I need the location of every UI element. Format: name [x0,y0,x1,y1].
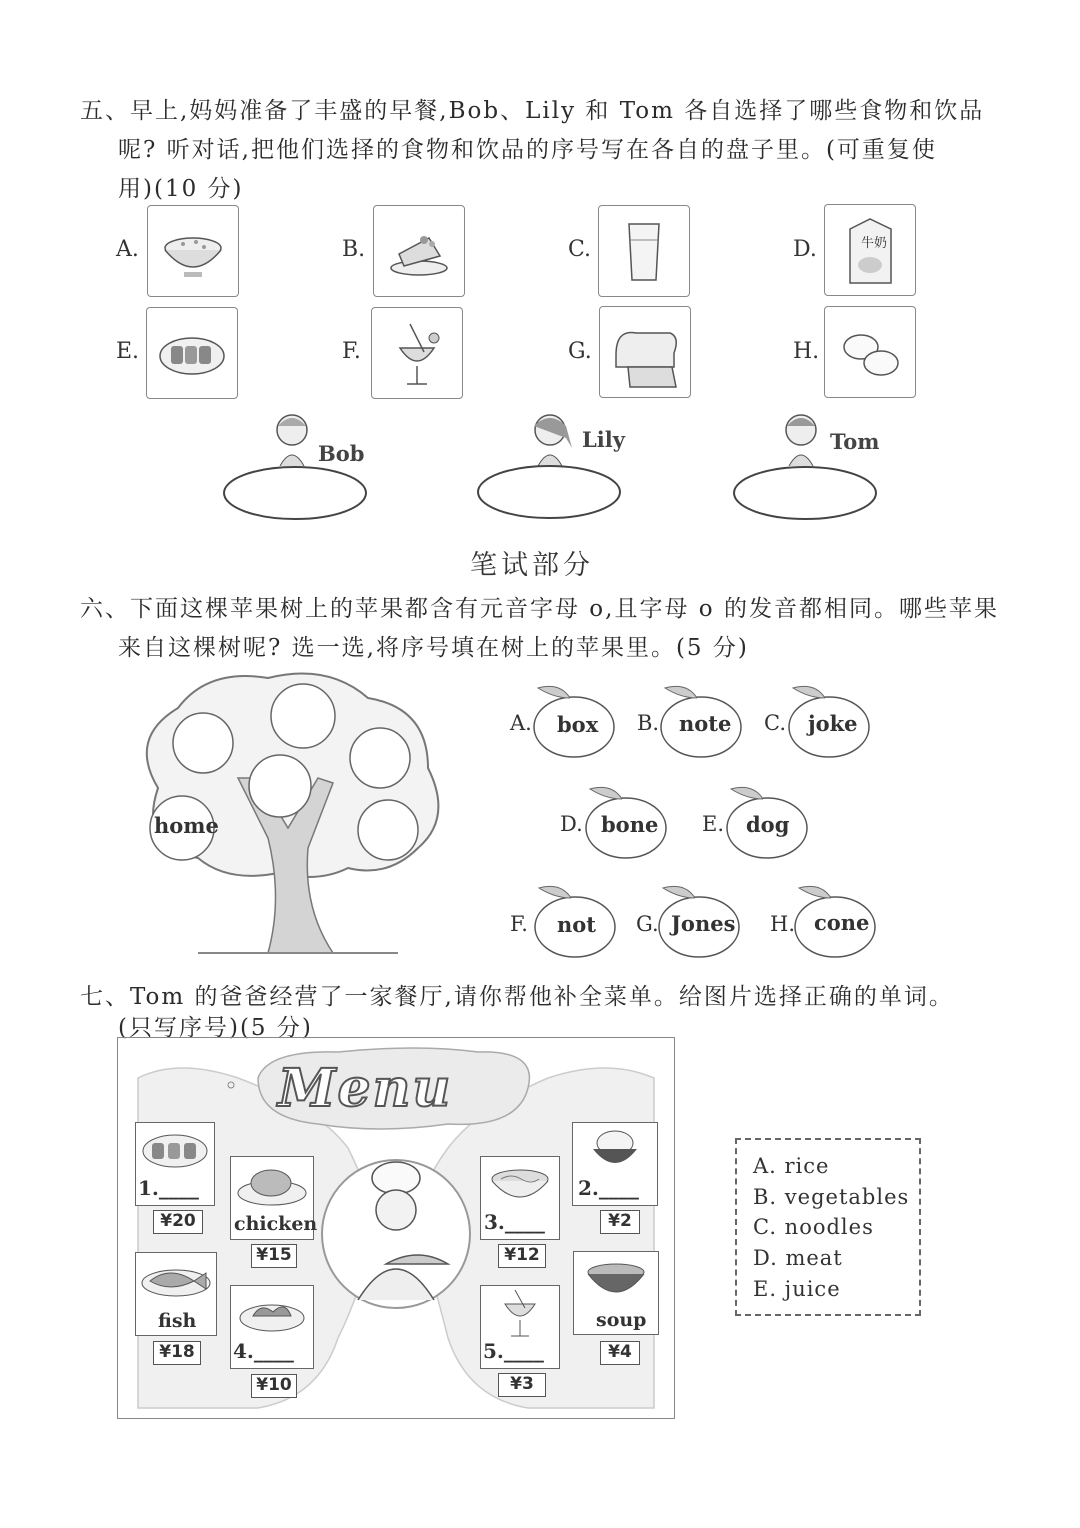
dish-5-price: ¥3 [498,1373,546,1397]
bread-icon [599,306,691,398]
plate-bob[interactable] [221,464,369,522]
apple-h-letter: H. [770,912,795,936]
q6-instruction-line-2: 来自这棵树呢? 选一选,将序号填在树上的苹果里。(5 分) [118,635,749,661]
q5-option-c-letter: C. [568,237,592,262]
cake-icon [373,205,465,297]
apple-c-word: joke [808,711,858,736]
plate-lily[interactable] [475,463,623,521]
dish-2-blank[interactable]: 2.____ [578,1176,639,1200]
dish-fish-price: ¥18 [153,1341,201,1365]
dish-chicken-label: chicken [234,1213,318,1235]
dish-4-price: ¥10 [251,1374,297,1398]
milk-carton-icon [824,204,916,296]
dish-1-price: ¥20 [153,1210,203,1234]
q5-option-h-letter: H. [793,339,820,364]
apple-e-letter: E. [702,812,725,836]
boy-avatar-icon [779,408,823,466]
q5-instruction-line-3: 用)(10 分) [118,176,244,202]
word-bank-item: D. meat [753,1246,843,1270]
dish-soup-label: soup [596,1309,647,1331]
word-bank [735,1138,921,1316]
plate-tom[interactable] [731,464,879,522]
q5-option-d-letter: D. [793,237,817,262]
dish-4-blank[interactable]: 4.____ [233,1339,294,1363]
glass-of-water-icon [598,205,690,297]
meat-plate-icon [146,307,238,399]
apple-a-word: box [557,712,599,737]
apple-h-word: cone [814,910,870,935]
eggs-icon [824,306,916,398]
dish-soup-price: ¥4 [600,1341,640,1365]
written-section-title: 笔试部分 [470,550,594,581]
dish-3-blank[interactable]: 3.____ [484,1210,545,1234]
apple-e-word: dog [746,812,790,837]
q5-option-f-letter: F. [342,339,361,364]
dish-chicken-price: ¥15 [251,1244,297,1268]
menu-title: Menu [278,1058,453,1119]
apple-c-letter: C. [764,711,786,735]
apple-a-letter: A. [510,711,532,735]
fish-plate-icon [136,1253,216,1305]
word-bank-item: C. noodles [753,1215,874,1239]
roast-chicken-icon [231,1157,313,1209]
q7-instruction-line-1: 七、Tom 的爸爸经营了一家餐厅,请你帮他补全菜单。给图片选择正确的单词。 [80,984,954,1010]
dish-5-blank[interactable]: 5.____ [483,1339,544,1363]
q5-instruction-line-2: 呢? 听对话,把他们选择的食物和饮品的序号写在各自的盘子里。(可重复使 [118,137,937,163]
q5-option-b-letter: B. [342,237,366,262]
girl-avatar-icon [522,408,580,466]
q5-option-a-letter: A. [116,237,139,262]
apple-d-word: bone [601,812,659,837]
q5-instruction-line-1: 五、早上,妈妈准备了丰盛的早餐,Bob、Lily 和 Tom 各自选择了哪些食物和饮品 [80,98,985,124]
word-bank-item: E. juice [753,1277,841,1301]
kid-name-bob: Bob [318,441,365,466]
dish-1-blank[interactable]: 1.____ [138,1176,199,1200]
word-bank-item: A. rice [753,1154,830,1178]
noodles-bowl-icon [481,1157,559,1209]
tree-apple-word: home [154,813,219,838]
rice-bowl-icon [147,205,239,297]
apple-b-letter: B. [637,711,660,735]
juice-glass-icon [481,1286,559,1342]
apple-b-word: note [679,711,732,736]
kid-name-lily: Lily [582,427,625,452]
apple-g-letter: G. [636,912,659,936]
word-bank-item: B. vegetables [753,1185,910,1209]
soup-bowl-icon [574,1252,658,1304]
boy-avatar-icon [270,408,314,466]
vegetables-plate-icon [231,1286,313,1338]
q5-option-e-letter: E. [116,339,140,364]
dish-3-price: ¥12 [498,1244,546,1268]
meat-plate-icon [136,1123,214,1173]
q6-instruction-line-1: 六、下面这棵苹果树上的苹果都含有元音字母 o,且字母 o 的发音都相同。哪些苹果 [80,596,999,622]
apple-g-word: Jones [671,911,736,936]
svg-text:牛奶: 牛奶 [861,236,888,251]
juice-glass-icon [371,307,463,399]
apple-f-word: not [557,912,596,937]
rice-bowl-icon [573,1123,657,1175]
apple-f-letter: F. [510,912,528,936]
menu-board [117,1037,675,1419]
dish-fish-label: fish [158,1310,197,1332]
q5-option-g-letter: G. [568,339,592,364]
kid-name-tom: Tom [830,429,880,454]
q7-instruction-line-2: (只写序号)(5 分) [118,1015,313,1041]
dish-2-price: ¥2 [600,1210,640,1234]
apple-d-letter: D. [560,812,583,836]
